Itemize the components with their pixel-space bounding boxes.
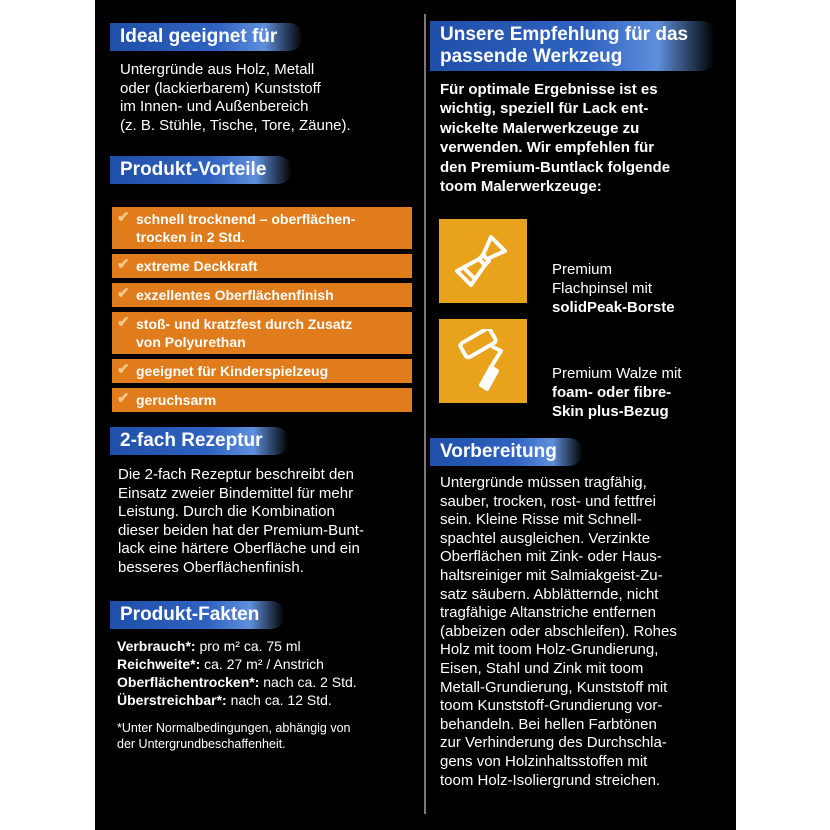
vorteile-list bbox=[112, 207, 412, 417]
ideal-header: Ideal geeignet für bbox=[110, 23, 303, 51]
fakt-row bbox=[117, 691, 417, 709]
roller-caption bbox=[552, 345, 732, 421]
fakt-label: Oberflächentrocken*: bbox=[117, 674, 260, 690]
roller-tile bbox=[439, 319, 527, 403]
check-icon: ✔ bbox=[117, 256, 130, 273]
vorteil-item bbox=[112, 254, 412, 278]
brush-tile bbox=[439, 219, 527, 303]
fakten-footnote: *Unter Normalbedingungen, abhängig von der Untergrundbeschaffenheit. bbox=[117, 721, 351, 751]
roller-caption-bold: foam- oder fibre- Skin plus-Bezug bbox=[552, 384, 672, 420]
roller-caption-text: Premium Walze mit bbox=[552, 365, 682, 382]
fakt-value: ca. 27 m² / Anstrich bbox=[200, 656, 324, 672]
check-icon: ✔ bbox=[117, 390, 130, 407]
fakt-label: Verbrauch*: bbox=[117, 638, 196, 654]
check-icon: ✔ bbox=[117, 209, 130, 226]
fakt-value: nach ca. 2 Std. bbox=[259, 674, 357, 690]
fakt-row bbox=[117, 637, 417, 655]
vorteil-label: geeignet für Kinderspielzeug bbox=[136, 363, 329, 379]
vorteil-label: schnell trocknend – oberflächen- trocken in 2 Std. bbox=[136, 211, 356, 245]
ideal-text: Untergründe aus Holz, Metall oder (lackierbarem) Kunststoff im Innen- und Außenbereich (z. B. Stühle, Tische, Tore, Zäune). bbox=[120, 61, 351, 134]
paint-brush-icon bbox=[451, 229, 515, 293]
vorteile-header: Produkt-Vorteile bbox=[110, 156, 292, 184]
fakt-row bbox=[117, 673, 417, 691]
vorteil-label: exzellentes Oberflächenfinish bbox=[136, 287, 334, 303]
fakten-list bbox=[117, 637, 417, 709]
empfehlung-header: Unsere Empfehlung für das passende Werkzeug bbox=[430, 21, 715, 71]
brush-caption-bold: solidPeak-Borste bbox=[552, 299, 675, 316]
column-divider bbox=[424, 14, 426, 814]
check-icon: ✔ bbox=[117, 285, 130, 302]
fakt-label: Reichweite*: bbox=[117, 656, 201, 672]
rezeptur-text: Die 2-fach Rezeptur beschreibt den Einsatz zweier Bindemittel für mehr Leistung. Durch die Kombination dieser beiden hat der Premium-Bunt- lack eine härtere Oberfläche und ein besseres Oberflächenfinish. bbox=[118, 466, 364, 576]
check-icon: ✔ bbox=[117, 314, 130, 331]
fakt-value: nach ca. 12 Std. bbox=[226, 692, 332, 708]
vorteil-item bbox=[112, 283, 412, 307]
brush-caption bbox=[552, 241, 732, 317]
vorteil-label: extreme Deckkraft bbox=[136, 258, 258, 274]
check-icon: ✔ bbox=[117, 361, 130, 378]
fakt-value: pro m² ca. 75 ml bbox=[195, 638, 301, 654]
vorteil-label: geruchsarm bbox=[136, 392, 217, 408]
vorteil-item bbox=[112, 359, 412, 383]
rezeptur-header: 2-fach Rezeptur bbox=[110, 427, 289, 455]
vorteil-item bbox=[112, 207, 412, 249]
vorteil-item bbox=[112, 312, 412, 354]
paint-roller-icon bbox=[451, 329, 515, 393]
vorteil-label: stoß- und kratzfest durch Zusatz von Polyurethan bbox=[136, 316, 353, 350]
vorbereitung-text: Untergründe müssen tragfähig, sauber, trocken, rost- und fettfrei sein. Kleine Risse mit Schnell- spachtel ausgleichen. Verzinkte Oberflächen mit Zink- oder Haus- haltsreiniger mit Salmiakgeist-Zu- satz säubern. Abblätternde, nicht tragfähige Altanstriche entfernen (abbeizen oder abschleifen). Rohes Holz mit toom Holz-Grundierung, Eisen, Stahl und Zink mit toom Metall-Grundierung, Kunststoff mit toom Kunststoff-Grundierung vor- behandeln. Bei hellen Farbtönen zur Verhinderung des Durchschla- gens von Holzinhaltsstoffen mit toom Holz-Isoliergrund streichen. bbox=[440, 474, 677, 789]
brush-caption-text: Premium Flachpinsel mit bbox=[552, 261, 653, 297]
fakt-row bbox=[117, 655, 417, 673]
vorbereitung-header: Vorbereitung bbox=[430, 438, 583, 466]
fakt-label: Überstreichbar*: bbox=[117, 692, 227, 708]
empfehlung-text: Für optimale Ergebnisse ist es wichtig, speziell für Lack ent- wickelte Malerwerkzeuge zu verwenden. Wir empfehlen für den Premium-Buntlack folgende toom Malerwerkzeuge: bbox=[440, 81, 671, 196]
fakten-header: Produkt-Fakten bbox=[110, 601, 285, 629]
vorteil-item bbox=[112, 388, 412, 412]
